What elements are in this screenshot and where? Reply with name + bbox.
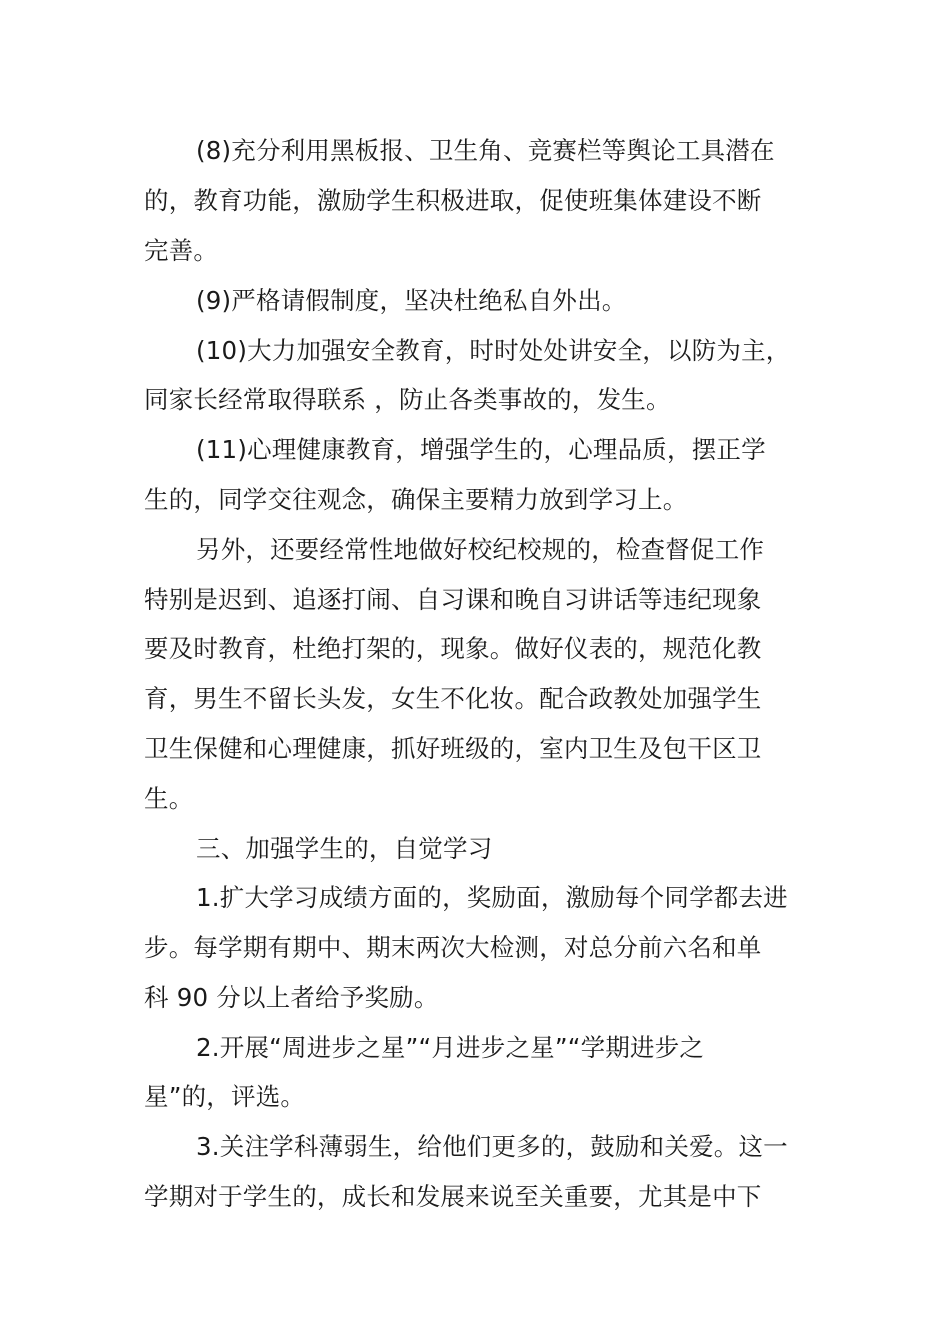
text-line: 的，教育功能，激励学生积极进取，促使班集体建设不断: [144, 186, 762, 215]
text-line: 1.扩大学习成绩方面的，奖励面，激励每个同学都去进: [196, 883, 788, 912]
text-line: 星”的，评选。: [144, 1082, 306, 1111]
text-line: 另外，还要经常性地做好校纪校规的，检查督促工作: [196, 535, 765, 564]
text-line: 学期对于学生的，成长和发展来说至关重要，尤其是中下: [144, 1182, 762, 1211]
section-heading: 三、加强学生的，自觉学习: [196, 834, 493, 863]
text-line: 生。: [144, 784, 194, 813]
text-line: 同家长经常取得联系 ，防止各类事故的，发生。: [144, 385, 671, 414]
text-line: 特别是迟到、追逐打闹、自习课和晚自习讲话等违纪现象: [144, 585, 762, 614]
text-line: 完善。: [144, 236, 219, 265]
text-line: 卫生保健和心理健康，抓好班级的，室内卫生及包干区卫: [144, 734, 762, 763]
text-line: (8)充分利用黑板报、卫生角、竞赛栏等舆论工具潜在: [196, 136, 775, 165]
text-line: 步。每学期有期中、期末两次大检测，对总分前六名和单: [144, 933, 762, 962]
text-line: 生的，同学交往观念，确保主要精力放到学习上。: [144, 485, 688, 514]
text-line: 要及时教育，杜绝打架的，现象。做好仪表的，规范化教: [144, 634, 762, 663]
text-line: (10)大力加强安全教育，时时处处讲安全，以防为主，: [196, 336, 791, 365]
text-line: (11)心理健康教育，增强学生的，心理品质，摆正学: [196, 435, 766, 464]
text-line: (9)严格请假制度，坚决杜绝私自外出。: [196, 286, 627, 315]
text-line: 育，男生不留长头发，女生不化妆。配合政教处加强学生: [144, 684, 762, 713]
text-line: 3.关注学科薄弱生，给他们更多的，鼓励和关爱。这一: [196, 1132, 788, 1161]
text-line: 2.开展“周进步之星”“月进步之星”“学期进步之: [196, 1033, 705, 1062]
text-line: 科 90 分以上者给予奖励。: [144, 983, 439, 1012]
